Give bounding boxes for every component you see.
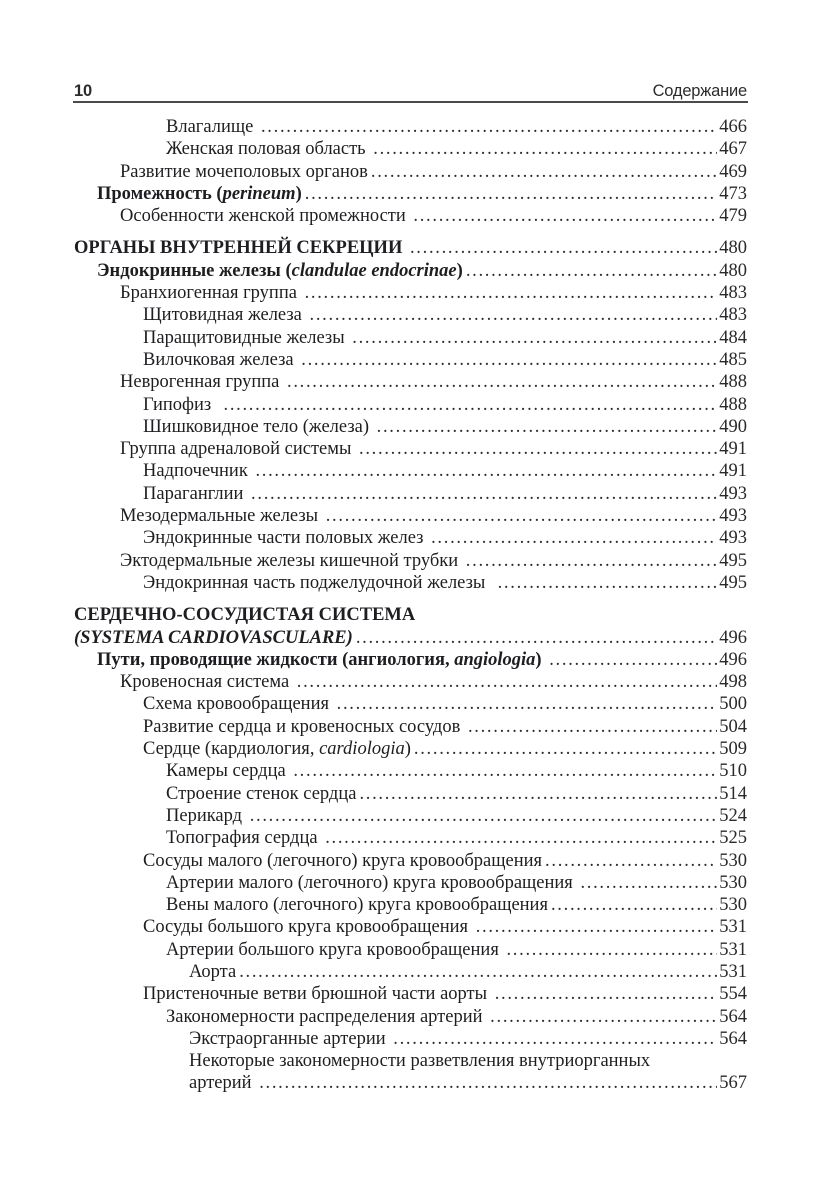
- toc-title-text: Пристеночные ветви брюшной части аорты: [143, 984, 492, 1005]
- dot-leader: [352, 327, 717, 349]
- toc-entry: [74, 161, 747, 183]
- header-rule: [73, 101, 748, 103]
- toc-entry-title: [143, 483, 248, 505]
- toc-entry: [74, 872, 747, 894]
- toc-title-text: Строение стенок сердца: [166, 783, 357, 804]
- toc-entry-title: [189, 1028, 390, 1050]
- dot-leader: [490, 1006, 717, 1028]
- page-number: 480: [719, 238, 747, 259]
- toc-title-text: Топография сердца: [166, 828, 323, 849]
- toc-entry: [74, 827, 747, 849]
- page-number: 524: [719, 805, 747, 826]
- toc-entry: [74, 604, 747, 626]
- toc-title-text: Бранхиогенная группа: [120, 283, 302, 304]
- toc-title-text: Особенности женской промежности: [120, 206, 411, 227]
- toc-entry-title: [166, 1006, 487, 1028]
- toc-entry-title: [120, 438, 356, 460]
- toc-entry: [74, 550, 747, 572]
- dot-leader: [255, 460, 717, 482]
- toc-title-text: ): [404, 739, 411, 760]
- toc-title-latin-italic: ): [346, 627, 353, 648]
- page-number: 483: [719, 283, 747, 304]
- page-number: 479: [719, 206, 747, 227]
- toc-title-latin-italic: angiologia: [454, 649, 536, 670]
- page-number: 564: [719, 1006, 747, 1027]
- toc-entry: [74, 527, 747, 549]
- dot-leader: [293, 760, 717, 782]
- dot-leader: [414, 738, 717, 760]
- toc-entry: [74, 260, 747, 282]
- dot-leader: [498, 572, 718, 594]
- toc-title-text: Паращитовидные железы: [143, 327, 350, 348]
- toc-title-text: Вилочковая железа: [143, 349, 299, 370]
- dot-leader: [305, 183, 718, 205]
- toc-title-text: Сердце (кардиология,: [143, 739, 320, 760]
- page-number: 530: [719, 872, 747, 893]
- page-number: 514: [719, 783, 747, 804]
- toc-entry-title: [120, 282, 302, 304]
- toc-entry: [74, 693, 747, 715]
- toc-entry-title: [166, 760, 290, 782]
- page-number: 495: [719, 550, 747, 571]
- dot-leader: [551, 894, 717, 916]
- dot-leader: [466, 260, 717, 282]
- toc-title-text: артерий: [189, 1073, 257, 1094]
- page-number: 466: [719, 117, 747, 137]
- toc-entry: [74, 961, 747, 983]
- dot-leader: [259, 1072, 717, 1094]
- toc-title-text: Эктодермальные железы кишечной трубки: [120, 550, 463, 571]
- toc-title-text: Группа адреналовой системы: [120, 439, 357, 460]
- toc-entry-title: [166, 783, 356, 805]
- toc-title-latin-italic: SYSTEMA CARDIOVASCULARE: [80, 627, 347, 648]
- dot-leader: [325, 827, 717, 849]
- dot-leader: [337, 693, 718, 715]
- toc-title-text: Мезодермальные железы: [120, 506, 323, 527]
- toc-entry: [74, 805, 747, 827]
- toc-title-text: СЕРДЕЧНО-СОСУДИСТАЯ СИСТЕМА: [74, 605, 416, 626]
- toc-title-text: Перикард: [166, 805, 247, 826]
- page-number: 490: [719, 416, 747, 437]
- toc-title-text: Сосуды большого круга кровообращения: [143, 917, 473, 938]
- page-number: 531: [719, 961, 747, 982]
- toc-title-text: Пути, проводящие жидкости (ангиология,: [97, 649, 455, 670]
- toc-title-text: Некоторые закономерности разветвления внутриорганных: [189, 1051, 651, 1072]
- toc-title-text: Промежность (: [97, 183, 223, 204]
- toc-entry-title: [143, 527, 428, 549]
- toc-entry: [74, 371, 747, 393]
- toc-title-text: Схема кровообращения: [143, 694, 334, 715]
- page-number: 469: [719, 161, 747, 182]
- page-number: 509: [719, 739, 747, 760]
- page-number: 493: [719, 483, 747, 504]
- toc-entry: [74, 460, 747, 482]
- dot-leader: [287, 371, 717, 393]
- dot-leader: [310, 304, 718, 326]
- toc-entry-title: [143, 916, 473, 938]
- dot-leader: [297, 671, 717, 693]
- page-number: 485: [719, 349, 747, 370]
- toc-entry-title: [97, 649, 546, 671]
- toc-entry-title: [189, 961, 236, 983]
- page-number: 498: [719, 672, 747, 693]
- toc-entry-title: [143, 693, 334, 715]
- toc-entry: [74, 438, 747, 460]
- toc-title-text: ОРГАНЫ ВНУТРЕННЕЙ СЕКРЕЦИИ: [74, 238, 407, 259]
- dot-leader: [250, 805, 718, 827]
- toc-entry: [74, 138, 747, 160]
- toc-title-text: Женская половая область: [166, 139, 371, 160]
- toc-entry: [74, 783, 747, 805]
- toc-entry-title: [120, 371, 284, 393]
- running-head: [74, 82, 747, 101]
- toc-list: [74, 116, 747, 1095]
- toc-title-text: Экстраорганные артерии: [189, 1028, 391, 1049]
- toc-entry: [74, 627, 747, 649]
- page-number: 467: [719, 139, 747, 160]
- toc-title-text: Гипофиз: [143, 394, 221, 415]
- page-number: 483: [719, 305, 747, 326]
- page-number: 564: [719, 1028, 747, 1049]
- toc-title-text: Развитие сердца и кровеносных сосудов: [143, 716, 465, 737]
- toc-entry-title: [166, 872, 577, 894]
- dot-leader: [356, 627, 717, 649]
- toc-entry: [74, 716, 747, 738]
- toc-entry: [74, 416, 747, 438]
- toc-title-text: Шишковидное тело (железа): [143, 416, 374, 437]
- toc-title-text: Закономерности распределения артерий: [166, 1006, 488, 1027]
- dot-leader: [224, 394, 718, 416]
- page-number: 488: [719, 394, 747, 415]
- toc-entry: [74, 649, 747, 671]
- toc-entry-title: [74, 604, 415, 626]
- toc-title-text: ): [295, 183, 302, 204]
- toc-entry: [74, 183, 747, 205]
- folio-page-number: 10: [74, 82, 92, 100]
- toc-entry: [74, 205, 747, 227]
- toc-entry: [74, 1072, 747, 1094]
- page-number: 491: [719, 461, 747, 482]
- toc-entry-title: [97, 183, 302, 205]
- page-number: 530: [719, 895, 747, 916]
- page-number: 493: [719, 528, 747, 549]
- toc-entry: [74, 1006, 747, 1028]
- toc-title-latin-italic: perineum: [222, 183, 296, 204]
- dot-leader: [371, 161, 717, 183]
- toc-title-text: Аорта: [189, 961, 237, 982]
- page-number: 484: [719, 327, 747, 348]
- toc-entry: [74, 116, 747, 138]
- toc-entry-title: [143, 850, 542, 872]
- page-number: 530: [719, 850, 747, 871]
- toc-title-text: ): [535, 649, 547, 670]
- toc-entry: [74, 760, 747, 782]
- toc-entry: [74, 394, 747, 416]
- toc-title-text: Сосуды малого (легочного) круга кровообращения: [143, 850, 543, 871]
- page-number: 480: [719, 260, 747, 281]
- toc-entry: [74, 282, 747, 304]
- toc-title-text: ): [456, 260, 463, 281]
- dot-leader: [413, 205, 717, 227]
- dot-leader: [410, 237, 717, 259]
- toc-title-text: Надпочечник: [143, 461, 253, 482]
- toc-entry-title: [143, 304, 307, 326]
- dot-leader: [359, 438, 717, 460]
- dot-leader: [549, 649, 717, 671]
- toc-entry-title: [120, 161, 368, 183]
- toc-title-text: Вены малого (легочного) круга кровообращения: [166, 895, 548, 916]
- dot-leader: [359, 783, 717, 805]
- toc-entry-title: [189, 1050, 650, 1072]
- toc-entry-title: [166, 939, 503, 961]
- page-number: 488: [719, 372, 747, 393]
- toc-entry: [74, 304, 747, 326]
- toc-entry-title: [143, 572, 495, 594]
- toc-entry-title: [120, 550, 463, 572]
- page-number: 510: [719, 761, 747, 782]
- page-number: 554: [719, 984, 747, 1005]
- toc-title-text: Развитие мочеполовых органов: [120, 161, 368, 182]
- toc-entry: [74, 349, 747, 371]
- toc-entry-title: [166, 116, 258, 138]
- page-number: 525: [719, 828, 747, 849]
- toc-entry-title: [166, 805, 247, 827]
- dot-leader: [305, 282, 718, 304]
- dot-leader: [251, 483, 717, 505]
- toc-entry-title: [189, 1072, 256, 1094]
- toc-entry-title: [143, 460, 252, 482]
- toc-entry: [74, 738, 747, 760]
- toc-entry: [74, 671, 747, 693]
- toc-title-text: Камеры сердца: [166, 761, 291, 782]
- dot-leader: [301, 349, 717, 371]
- toc-entry-title: [166, 827, 322, 849]
- toc-entry-title: [143, 983, 492, 1005]
- dot-leader: [468, 716, 717, 738]
- page-number: 491: [719, 439, 747, 460]
- toc-entry: [74, 327, 747, 349]
- toc-entry-title: [143, 716, 465, 738]
- toc-entry-title: [97, 260, 463, 282]
- toc-title-text: Влагалище: [166, 117, 258, 137]
- toc-entry: [74, 1050, 747, 1072]
- dot-leader: [545, 850, 717, 872]
- toc-entry-title: [143, 349, 298, 371]
- toc-entry-title: [166, 894, 548, 916]
- toc-title-text: Эндокринная часть поджелудочной железы: [143, 572, 495, 593]
- dot-leader: [373, 138, 717, 160]
- toc-entry-title: [74, 237, 407, 259]
- toc-entry-title: [166, 138, 370, 160]
- dot-leader: [261, 116, 717, 138]
- toc-title-text: Эндокринные части половых желез: [143, 528, 429, 549]
- toc-title-text: Кровеносная система: [120, 672, 294, 693]
- toc-title-text: Артерии малого (легочного) круга кровообращения: [166, 872, 578, 893]
- toc-entry: [74, 916, 747, 938]
- toc-entry-title: [120, 671, 294, 693]
- toc-title-text: Артерии большого круга кровообращения: [166, 939, 504, 960]
- page-number: 496: [719, 627, 747, 648]
- toc-entry: [74, 894, 747, 916]
- toc-entry: [74, 939, 747, 961]
- toc-entry: [74, 572, 747, 594]
- page-number: 495: [719, 572, 747, 593]
- toc-entry-title: [74, 627, 353, 649]
- toc-title-latin-italic: cardiologia: [319, 739, 405, 760]
- dot-leader: [476, 916, 718, 938]
- toc-entry: [74, 237, 747, 259]
- page-number: 531: [719, 917, 747, 938]
- dot-leader: [580, 872, 717, 894]
- dot-leader: [326, 505, 718, 527]
- toc-entry: [74, 1028, 747, 1050]
- dot-leader: [239, 961, 717, 983]
- dot-leader: [431, 527, 717, 549]
- toc-title-text: Эндокринные железы (: [97, 260, 292, 281]
- toc-entry: [74, 850, 747, 872]
- page-number: 493: [719, 506, 747, 527]
- toc-title-text: Параганглии: [143, 483, 249, 504]
- toc-title-latin-italic: clandulae endocrinae: [291, 260, 457, 281]
- dot-leader: [506, 939, 717, 961]
- page-number: 567: [719, 1073, 747, 1094]
- toc-title-text: Неврогенная группа: [120, 372, 284, 393]
- page-number: 496: [719, 649, 747, 670]
- toc-entry: [74, 983, 747, 1005]
- toc-entry-title: [143, 394, 221, 416]
- toc-entry-title: [120, 205, 410, 227]
- page-number: 504: [719, 716, 747, 737]
- running-head-title: Содержание: [652, 82, 747, 100]
- dot-leader: [466, 550, 717, 572]
- toc-title-latin-italic: (: [74, 627, 81, 648]
- page-number: 500: [719, 694, 747, 715]
- toc-entry-title: [143, 738, 411, 760]
- toc-title-text: Щитовидная железа: [143, 305, 307, 326]
- dot-leader: [495, 983, 718, 1005]
- toc-entry: [74, 483, 747, 505]
- dot-leader: [377, 416, 718, 438]
- page-number: 473: [719, 183, 747, 204]
- toc-entry-title: [143, 416, 374, 438]
- toc-entry: [74, 505, 747, 527]
- toc-entry-title: [143, 327, 349, 349]
- dot-leader: [393, 1028, 717, 1050]
- page-number: 531: [719, 939, 747, 960]
- toc-entry-title: [120, 505, 323, 527]
